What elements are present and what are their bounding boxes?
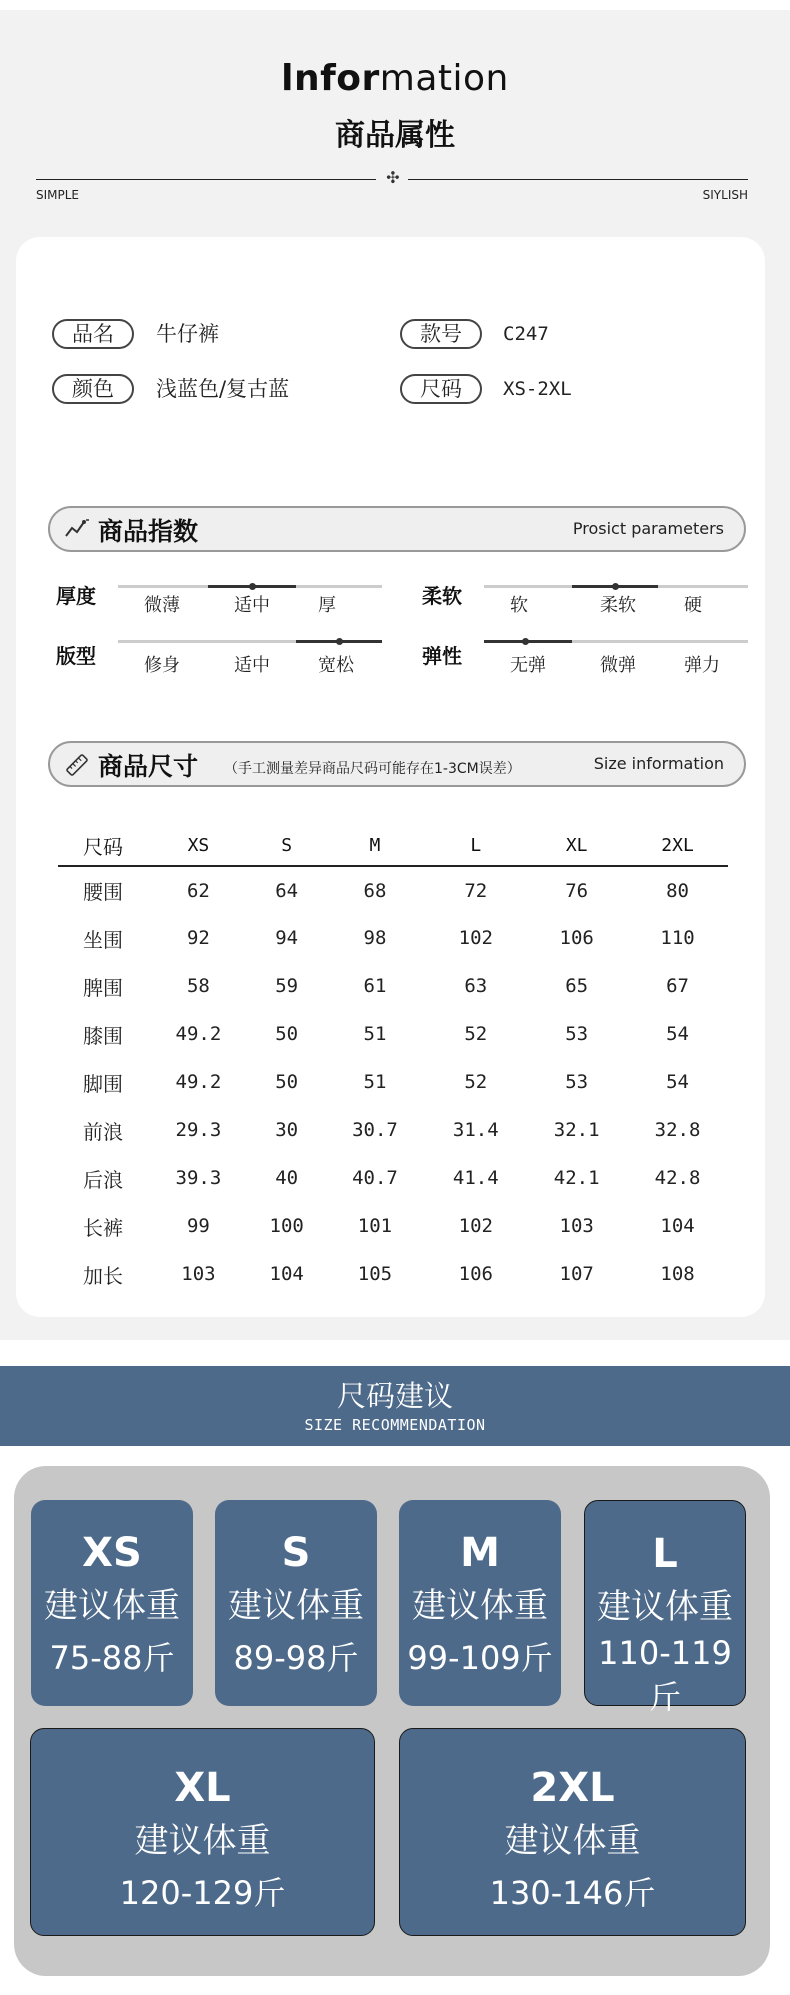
table-cell: 62	[186, 879, 210, 902]
size-card-m	[399, 1500, 561, 1706]
color-value: 浅蓝色/复古蓝	[156, 377, 290, 401]
index-option: 适中	[234, 595, 270, 616]
recommendation-band	[0, 1366, 790, 1446]
index-option: 微弹	[600, 655, 636, 676]
size-table	[58, 826, 728, 1298]
size-note: （手工测量差异商品尺码可能存在1-3CM误差）	[224, 761, 521, 777]
table-cell: 52	[464, 1071, 488, 1093]
row-label-cell: 坐围	[83, 927, 123, 952]
style-value: C247	[503, 323, 549, 345]
table-row	[58, 1106, 728, 1154]
index-label-softness: 柔软	[422, 584, 462, 608]
size-header-cell: L	[425, 826, 526, 866]
size-header-cell: S	[249, 826, 325, 866]
table-cell: 98	[363, 927, 387, 949]
header-title-bold: lnfor	[281, 58, 380, 99]
table-cell: 105	[357, 1263, 393, 1285]
table-cell: 99	[186, 1215, 210, 1237]
recommendation-title: 尺码建议	[336, 1379, 453, 1413]
table-cell: 49.2	[175, 1023, 222, 1045]
size-header-cell: M	[325, 826, 426, 866]
table-cell: 80	[666, 879, 689, 902]
table-cell: 30.7	[352, 1119, 398, 1141]
name-value: 牛仔裤	[156, 322, 219, 346]
table-cell: 31.4	[452, 1119, 499, 1141]
table-cell: 102	[458, 927, 493, 949]
size-card-weight-label: 建议体重	[504, 1821, 641, 1861]
table-cell: 52	[464, 1023, 488, 1045]
index-marker	[249, 583, 256, 590]
table-row	[58, 1010, 728, 1058]
size-card-range: 110-119斤	[598, 1634, 732, 1716]
index-option: 宽松	[318, 655, 354, 676]
size-card-range: 99-109斤	[407, 1639, 553, 1677]
size-header-cell: 2XL	[627, 826, 728, 866]
index-label-elasticity: 弹性	[422, 644, 462, 668]
table-cell: 29.3	[175, 1119, 222, 1141]
table-cell: 32.1	[553, 1119, 600, 1141]
header-subtitle: 商品属性	[335, 118, 455, 153]
index-label-thickness: 厚度	[56, 584, 96, 608]
table-cell: 61	[363, 975, 387, 997]
size-card-weight-label: 建议体重	[228, 1586, 364, 1626]
index-subtitle: Prosict parameters	[572, 519, 724, 538]
index-marker	[612, 583, 619, 590]
table-cell: 68	[363, 879, 387, 902]
table-cell: 51	[363, 1071, 387, 1093]
size-card-xs	[31, 1500, 193, 1706]
table-cell: 106	[559, 927, 594, 949]
row-label-cell: 膝围	[83, 1023, 123, 1048]
ruler-icon	[64, 753, 90, 782]
size-card-size: XL	[174, 1765, 231, 1811]
table-cell: 64	[275, 879, 299, 902]
row-label-cell: 腰围	[83, 880, 123, 904]
index-option: 修身	[144, 655, 180, 676]
size-card-size: XS	[82, 1530, 142, 1576]
size-card-size: S	[281, 1530, 311, 1576]
row-label-cell: 长裤	[83, 1215, 123, 1240]
size-card-size: 2XL	[530, 1765, 615, 1811]
table-row	[58, 866, 728, 914]
size-label: 尺码	[400, 374, 482, 404]
recommendation-panel	[14, 1466, 770, 1976]
row-label-cell: 脚围	[83, 1071, 123, 1096]
index-marker	[336, 638, 343, 645]
size-card-range: 130-146斤	[489, 1874, 656, 1912]
size-value: XS-2XL	[503, 378, 572, 400]
size-card-range: 75-88斤	[49, 1639, 175, 1677]
size-card-weight-label: 建议体重	[134, 1821, 271, 1861]
size-header-cell: XL	[526, 826, 627, 866]
index-label-fit: 版型	[56, 644, 96, 668]
table-cell: 72	[464, 879, 488, 902]
size-card-weight-label: 建议体重	[412, 1586, 548, 1626]
style-label: 款号	[400, 319, 482, 349]
table-cell: 59	[275, 975, 299, 997]
table-cell: 100	[269, 1215, 304, 1237]
size-table-header	[58, 826, 728, 866]
table-cell: 92	[186, 927, 210, 949]
index-title: 商品指数	[98, 517, 199, 546]
index-option: 柔软	[600, 595, 636, 616]
size-card-l	[584, 1500, 746, 1716]
table-cell: 108	[660, 1263, 695, 1285]
tag-simple: SIMPLE	[36, 188, 80, 202]
row-label-cell: 后浪	[83, 1167, 123, 1192]
table-cell: 104	[660, 1215, 695, 1237]
table-cell: 53	[565, 1023, 589, 1045]
table-cell: 53	[565, 1071, 589, 1093]
index-section-bar	[48, 506, 746, 552]
table-cell: 67	[666, 975, 689, 997]
table-row	[58, 914, 728, 962]
row-label-cell: 前浪	[83, 1119, 123, 1144]
index-option: 厚	[318, 595, 336, 616]
table-cell: 39.3	[175, 1167, 222, 1189]
table-cell: 107	[559, 1263, 594, 1285]
size-card-2xl	[399, 1728, 746, 1936]
table-cell: 54	[666, 1023, 689, 1045]
index-marker	[522, 638, 529, 645]
table-cell: 50	[275, 1071, 299, 1093]
index-option: 适中	[234, 655, 270, 676]
size-card-range: 89-98斤	[233, 1639, 359, 1677]
table-cell: 40	[275, 1167, 299, 1189]
table-cell: 58	[186, 975, 210, 997]
table-cell: 41.4	[452, 1167, 499, 1189]
index-option: 无弹	[510, 655, 546, 676]
table-cell: 110	[660, 927, 695, 949]
size-title: 商品尺寸	[98, 752, 199, 781]
index-option: 弹力	[684, 655, 720, 676]
name-label: 品名	[52, 319, 134, 349]
recommendation-subtitle: SIZE RECOMMENDATION	[304, 1416, 486, 1434]
top-strip	[0, 0, 790, 10]
row-label-cell: 加长	[83, 1263, 123, 1288]
table-cell: 32.8	[654, 1119, 701, 1141]
table-row	[58, 962, 728, 1010]
table-row	[58, 1250, 728, 1298]
index-option: 硬	[684, 595, 702, 616]
table-cell: 106	[458, 1263, 493, 1285]
header-title	[0, 58, 790, 99]
size-section-bar	[48, 741, 746, 787]
index-option: 软	[510, 595, 528, 616]
table-cell: 94	[275, 927, 299, 949]
table-cell: 42.1	[553, 1167, 600, 1189]
table-row	[58, 1154, 728, 1202]
divider-left	[36, 179, 376, 180]
table-cell: 49.2	[175, 1071, 222, 1093]
tag-stylish: SIYLISH	[702, 188, 748, 202]
table-cell: 101	[357, 1215, 393, 1237]
table-cell: 54	[666, 1071, 689, 1093]
size-card-xl	[30, 1728, 375, 1936]
size-card-weight-label: 建议体重	[597, 1587, 733, 1627]
divider-mark-icon: ✣	[386, 168, 400, 187]
size-card-size: M	[460, 1530, 500, 1576]
size-card-s	[215, 1500, 377, 1706]
table-cell: 65	[565, 975, 589, 997]
table-cell: 42.8	[654, 1167, 701, 1189]
table-cell: 30	[275, 1119, 299, 1141]
table-row	[58, 1058, 728, 1106]
table-cell: 102	[458, 1215, 493, 1237]
size-header-cell: 尺码	[58, 826, 148, 866]
size-subtitle: Size information	[593, 754, 724, 773]
size-card-size: L	[652, 1531, 678, 1577]
table-cell: 63	[464, 975, 488, 997]
table-cell: 40.7	[352, 1167, 398, 1189]
row-label-cell: 脾围	[83, 975, 123, 1000]
table-cell: 50	[275, 1023, 299, 1045]
table-row	[58, 1202, 728, 1250]
trend-chart-icon	[64, 518, 90, 545]
divider-right	[408, 179, 748, 180]
size-card-weight-label: 建议体重	[44, 1586, 180, 1626]
index-option: 微薄	[144, 595, 180, 616]
header-title-light: mation	[379, 58, 509, 99]
size-header-cell: XS	[148, 826, 249, 866]
table-cell: 104	[269, 1263, 304, 1285]
size-table-body	[58, 866, 728, 1298]
table-cell: 51	[363, 1023, 387, 1045]
table-cell: 103	[559, 1215, 594, 1237]
color-label: 颜色	[52, 374, 134, 404]
table-cell: 76	[565, 879, 589, 902]
size-card-range: 120-129斤	[119, 1874, 286, 1912]
table-cell: 103	[181, 1263, 216, 1285]
